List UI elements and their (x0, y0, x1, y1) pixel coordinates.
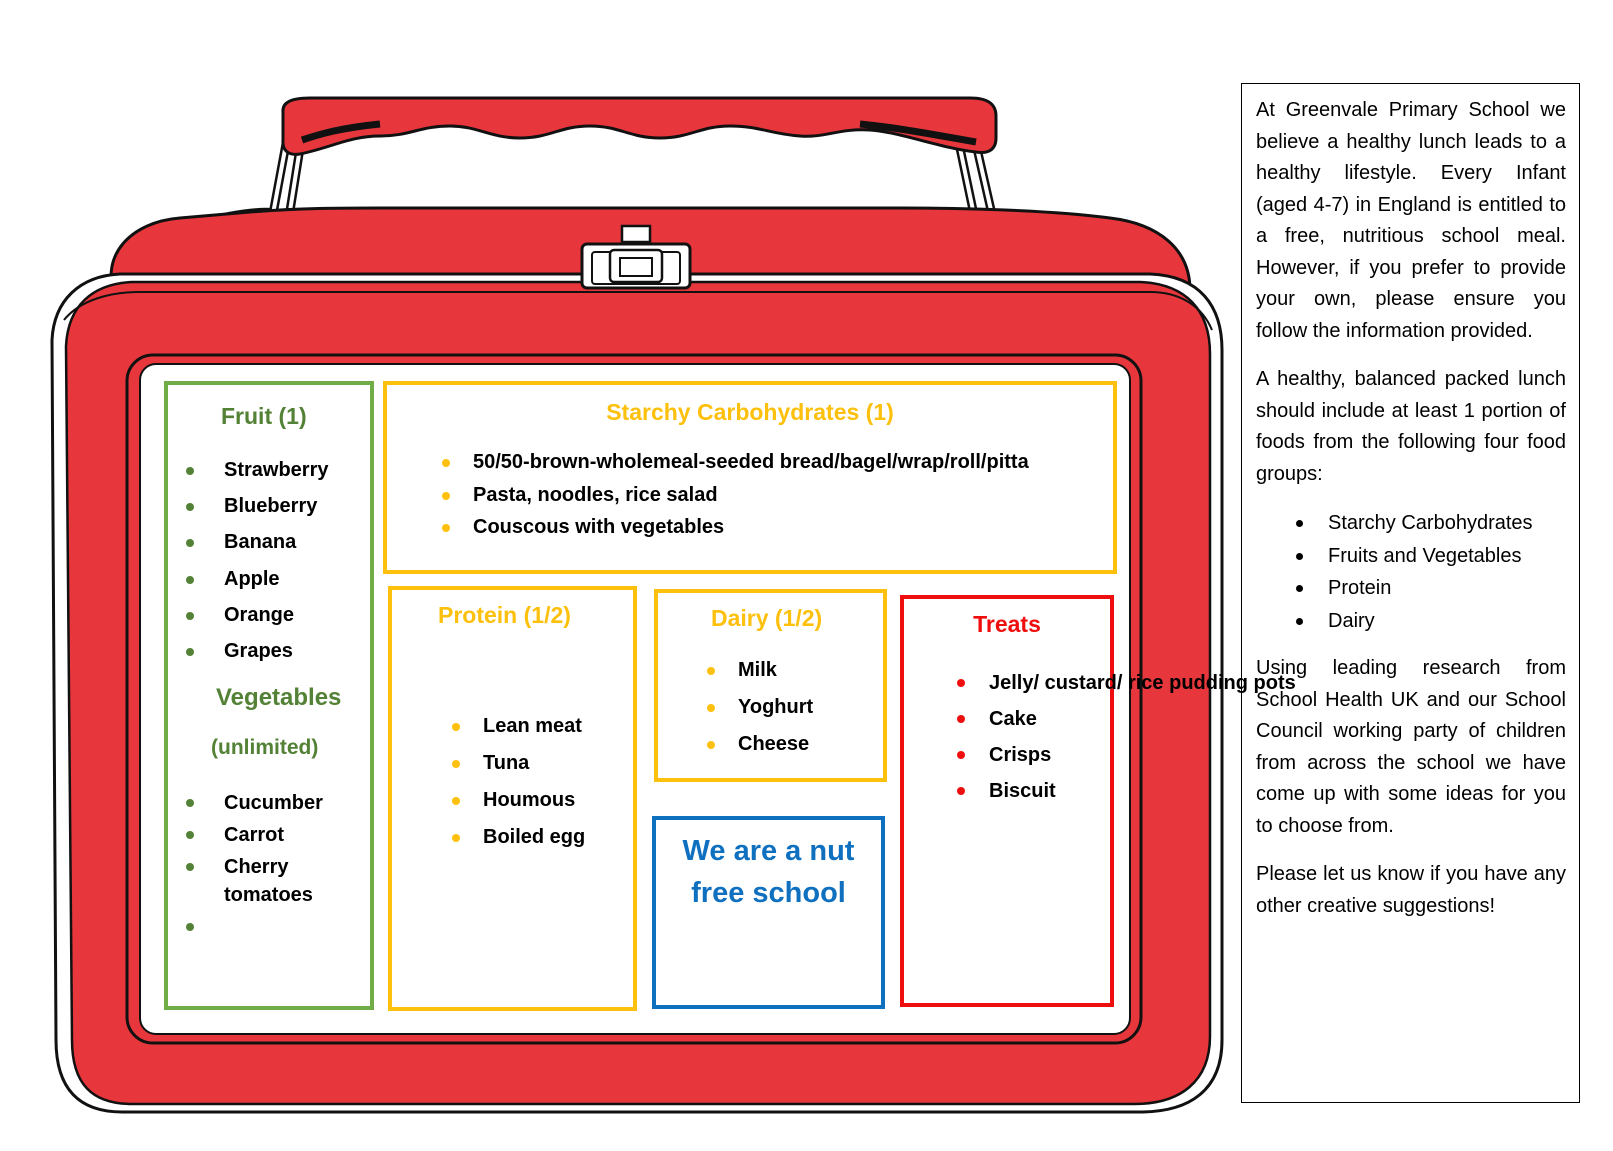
bullet-icon (442, 492, 450, 500)
bullet-icon (452, 723, 460, 731)
fruit-item: Grapes (224, 639, 329, 675)
bullet-icon (1296, 618, 1303, 625)
bullet-icon (957, 679, 965, 687)
fruit-vegetables-box (164, 381, 374, 1010)
bullet-icon (186, 923, 194, 931)
bullet-icon (186, 576, 194, 584)
dairy-item: Cheese (738, 731, 813, 768)
bullet-icon (186, 539, 194, 547)
dairy-list (738, 657, 813, 768)
food-group-item: Protein (1256, 572, 1566, 605)
fruit-item: Apple (224, 567, 329, 603)
bullet-icon (186, 799, 194, 807)
dairy-heading: Dairy (1/2) (711, 605, 823, 631)
treat-item: Biscuit (989, 775, 1099, 807)
vegetable-item: Cherry tomatoes (224, 853, 334, 909)
fruit-heading: Fruit (1) (221, 403, 307, 429)
protein-item: Boiled egg (483, 824, 585, 861)
protein-item: Houmous (483, 787, 585, 824)
bullet-icon (707, 704, 715, 712)
bullet-icon (957, 751, 965, 759)
bullet-icon (186, 503, 194, 511)
bullet-icon (452, 797, 460, 805)
bullet-icon (186, 863, 194, 871)
vegetable-item: Carrot (224, 821, 334, 849)
vegetables-subheading: (unlimited) (211, 736, 319, 759)
treats-heading: Treats (973, 611, 1041, 637)
food-groups-list (1256, 507, 1566, 637)
bullet-icon (1296, 553, 1303, 560)
protein-heading: Protein (1/2) (438, 602, 571, 628)
research-paragraph: Using leading research from School Health UK and our School Council working party of children from across the school we have come up with some ideas for you to choose from. (1256, 657, 1566, 837)
fruit-item: Blueberry (224, 494, 329, 530)
treats-box (900, 595, 1296, 1007)
balanced-paragraph: A healthy, balanced packed lunch should include at least 1 portion of foods from the following four food groups: (1256, 368, 1566, 485)
fruit-list (224, 458, 329, 675)
food-group-item: Fruits and Vegetables (1256, 540, 1566, 573)
starchy-item: Couscous with vegetables (473, 514, 1029, 547)
fruit-item: Orange (224, 603, 329, 639)
bullet-icon (957, 715, 965, 723)
treat-item: Jelly/ custard/ rice pudding pots (989, 667, 1099, 699)
vegetables-heading: Vegetables (216, 684, 342, 711)
starchy-list (473, 449, 1029, 547)
vegetable-item: Cucumber (224, 789, 334, 817)
protein-item: Lean meat (483, 713, 585, 750)
starchy-carbohydrates-box (383, 381, 1117, 574)
starchy-heading: Starchy Carbohydrates (1) (606, 399, 894, 425)
protein-box (388, 586, 637, 1011)
bullet-icon (707, 741, 715, 749)
dairy-box (654, 589, 887, 782)
bullet-icon (1296, 520, 1303, 527)
bullet-icon (186, 467, 194, 475)
bullet-icon (1296, 585, 1303, 592)
info-panel (1241, 83, 1580, 1103)
fruit-item: Strawberry (224, 458, 329, 494)
protein-item: Tuna (483, 750, 585, 787)
vegetables-list (224, 789, 334, 941)
bullet-icon (442, 459, 450, 467)
bullet-icon (452, 760, 460, 768)
protein-list (483, 713, 585, 861)
nut-free-notice: We are a nut free school (682, 835, 855, 909)
bullet-icon (707, 667, 715, 675)
bullet-icon (957, 787, 965, 795)
fruit-item: Banana (224, 530, 329, 566)
bullet-icon (452, 834, 460, 842)
intro-paragraph: At Greenvale Primary School we believe a healthy lunch leads to a healthy lifestyle. Every Infant (aged 4-7) in England is entitled to a free, nutritious school meal. However, if you prefer to provide your own, please ensure you follow the information provided. (1256, 99, 1566, 342)
dairy-item: Milk (738, 657, 813, 694)
treats-list (989, 667, 1296, 811)
bullet-icon (186, 648, 194, 656)
bullet-icon (186, 612, 194, 620)
treat-item: Cake (989, 703, 1099, 735)
starchy-item: Pasta, noodles, rice salad (473, 482, 1029, 515)
closing-paragraph: Please let us know if you have any other creative suggestions! (1256, 863, 1566, 917)
bullet-icon (186, 831, 194, 839)
treat-item: Crisps (989, 739, 1099, 771)
handle (283, 98, 996, 154)
dairy-item: Yoghurt (738, 694, 813, 731)
starchy-item: 50/50-brown-wholemeal-seeded bread/bagel/wrap/roll/pitta (473, 449, 1029, 482)
nut-free-box (652, 816, 885, 1009)
food-group-item: Starchy Carbohydrates (1256, 507, 1566, 540)
food-group-item: Dairy (1256, 605, 1566, 638)
vegetable-item (224, 913, 334, 941)
bullet-icon (442, 524, 450, 532)
